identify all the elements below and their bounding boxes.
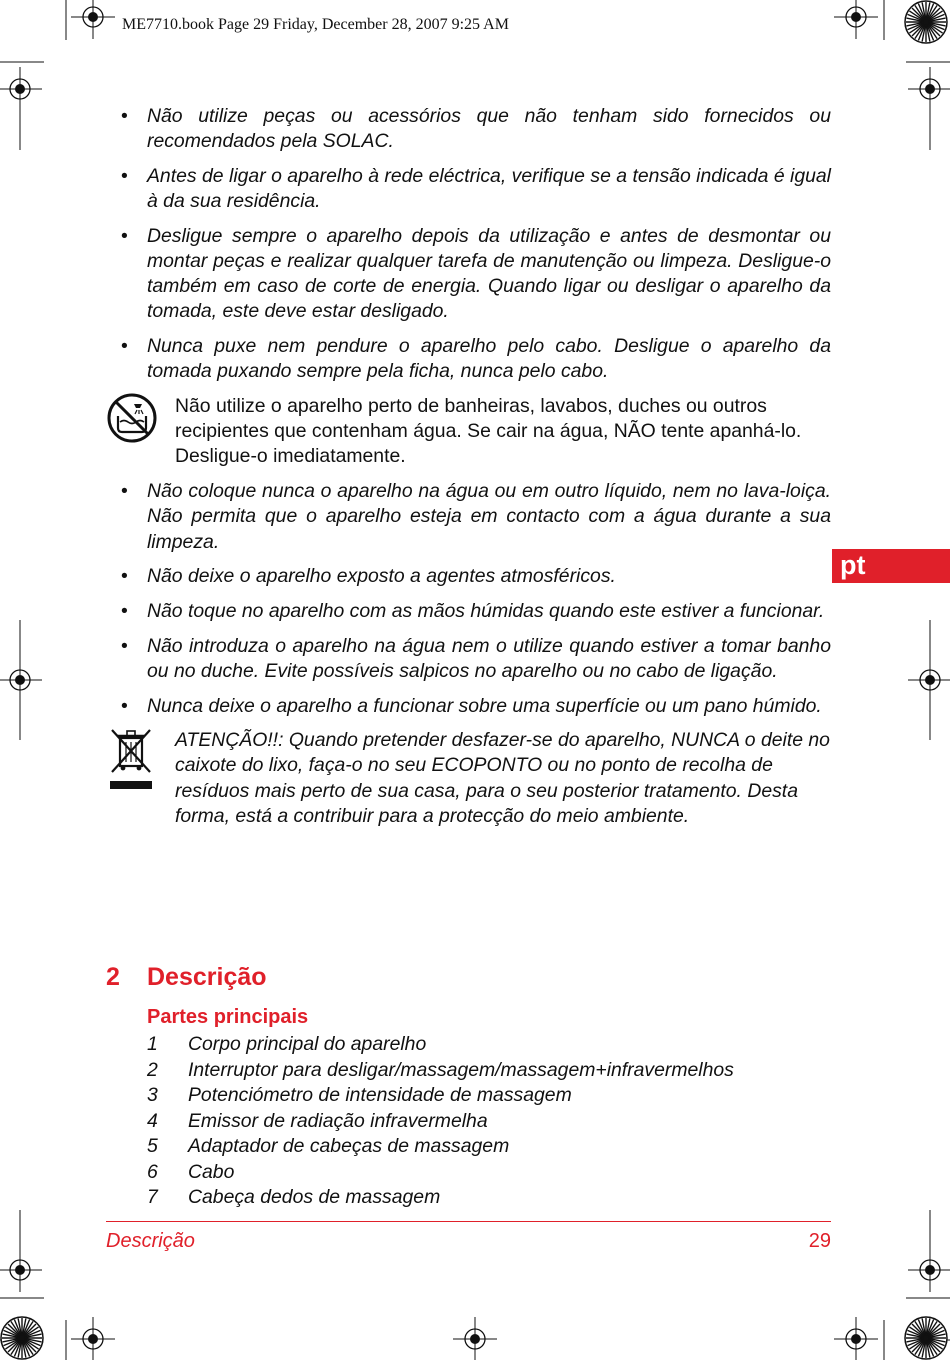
list-item: 1 Corpo principal do aparelho [147,1033,427,1055]
page-number: 29 [808,1230,831,1252]
bullet-item: • Não toque no aparelho com as mãos húmidas quando este estiver a funcionar. [121,599,825,622]
bullet-item: • Antes de ligar o aparelho à rede eléctrica, verifique se a tensão indicada é igual à da sua residência. [121,164,831,213]
bullet-item: • Desligue sempre o aparelho depois da utilização e antes de desmontar ou montar peças e realizar qualquer tarefa de manutenção ou limpeza. Desligue-o também em caso de corte de energia. Quando ligar ou desligar o aparelho da tomada, este deve estar desligado. [121,224,831,323]
list-item: 7 Cabeça dedos de massagem [147,1186,441,1208]
list-item: 5 Adaptador de cabeças de massagem [147,1135,510,1157]
footer-section-name: Descrição [106,1230,195,1252]
print-header: ME7710.book Page 29 Friday, December 28, 2007 9:25 AM [122,16,509,33]
parts-list [147,1032,847,1211]
page-content [106,104,831,839]
subheading: Partes principais [147,1006,309,1028]
language-tab: pt [832,549,950,583]
bullet-item: • Não coloque nunca o aparelho na água ou em outro líquido, nem no lava-loiça. Não permita que o aparelho esteja em contacto com a água durante a sua limpeza. [121,480,831,553]
no-water-icon [106,392,158,451]
list-item: 6 Cabo [147,1160,235,1183]
recycle-warning: ATENÇÃO!!: Quando pretender desfazer-se do aparelho, NUNCA o deite no caixote do lixo, faça-o no seu ECOPONTO ou no ponto de recolha de resíduos mais perto de sua casa, para o seu posterior tratamento. Desta forma, está a contribuir para a protecção do meio ambiente. [106,728,831,829]
crossed-bin-icon [106,726,158,799]
water-warning: Não utilize o aparelho perto de banheiras, lavabos, duches ou outros recipientes que contenham água. Se cair na água, NÃO tente apanhá-lo. Desligue-o imediatamente. [106,394,831,470]
bullet-item: • Não utilize peças ou acessórios que não tenham sido fornecidos ou recomendados pela SOLAC. [121,105,831,153]
footer-rule [106,1221,831,1222]
list-item: 3 Potenciómetro de intensidade de massagem [147,1084,572,1106]
bullet-item: • Não deixe o aparelho exposto a agentes atmosféricos. [121,565,616,588]
list-item: 2 Interruptor para desligar/massagem/massagem+infravermelhos [147,1058,734,1081]
section-heading: 2 Descrição [106,963,267,991]
bullet-item: • Nunca deixe o aparelho a funcionar sobre uma superfície ou um pano húmido. [121,694,822,717]
bullet-item: • Nunca puxe nem pendure o aparelho pelo cabo. Desligue o aparelho da tomada puxando sempre pela ficha, nunca pelo cabo. [121,335,831,383]
bullet-item: • Não introduza o aparelho na água nem o utilize quando estiver a tomar banho ou no duche. Evite possíveis salpicos no aparelho ou no cabo de ligação. [121,634,831,682]
list-item: 4 Emissor de radiação infravermelha [147,1109,488,1132]
